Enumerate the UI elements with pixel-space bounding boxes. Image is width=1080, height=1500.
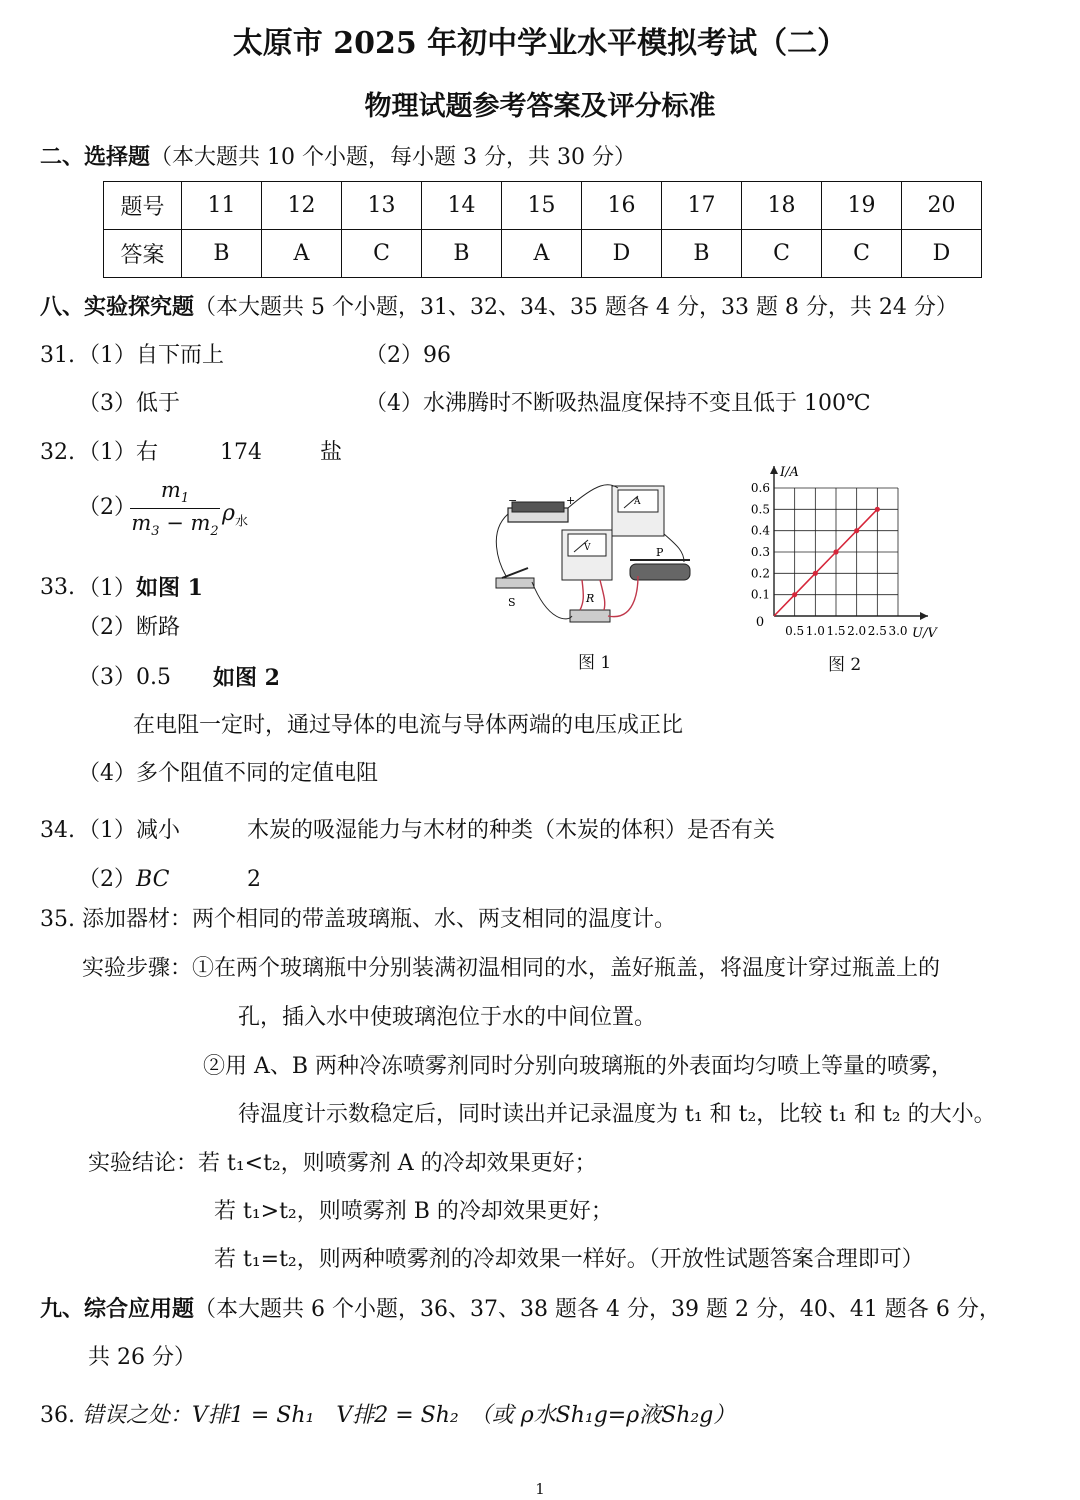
q36-number: 36.	[40, 1403, 75, 1428]
series-line	[774, 509, 877, 616]
formula-numerator: $m_1$	[130, 478, 220, 509]
q31-answer-3: （3）低于	[78, 391, 180, 416]
q33-answer-1: （1）如图 1	[78, 575, 203, 601]
svg-text:−: −	[508, 494, 518, 507]
data-point	[792, 592, 797, 597]
table-cell: 11	[182, 182, 262, 230]
formula-denominator: $m_3 - m_2$	[131, 511, 219, 540]
y-tick-label: 0.5	[750, 502, 770, 517]
section-2-note: （本大题共 10 个小题，每小题 3 分，共 30 分）	[150, 145, 636, 170]
table-cell: D	[902, 230, 982, 278]
x-axis-arrow	[920, 612, 928, 620]
y-tick-label: 0.6	[750, 481, 770, 495]
x-tick-label: 2.0	[847, 624, 867, 638]
svg-text:P: P	[656, 546, 664, 559]
q35-steps-1-cont: 孔，插入水中使玻璃泡位于水的中间位置。	[238, 1005, 657, 1030]
q36-answer: 错误之处：V排1 = Sh₁ V排2 = Sh₂ （或 ρ水Sh₁g=ρ液Sh₂g）	[82, 1403, 736, 1428]
q33-answer-2: （2）断路	[78, 615, 180, 640]
q32-answer-1c: 盐	[320, 440, 343, 465]
data-point	[813, 571, 818, 576]
switch-icon	[496, 568, 534, 609]
section-2-title: 二、选择题	[40, 144, 151, 170]
q31-answer-1: （1）自下而上	[78, 343, 224, 368]
q33-answer-3b: 如图 2	[213, 665, 280, 691]
q35-materials: 添加器材：两个相同的带盖玻璃瓶、水、两支相同的温度计。	[82, 907, 677, 932]
origin-label: 0	[755, 615, 765, 630]
table-cell: 18	[742, 182, 822, 230]
section-2-heading	[40, 143, 636, 172]
figure-2-caption: 图 2	[828, 655, 862, 675]
iu-graph	[742, 462, 942, 642]
density-formula	[130, 478, 220, 539]
figure-1-caption: 图 1	[578, 653, 612, 673]
answer-table	[103, 181, 982, 278]
section-9-note-cont: 共 26 分）	[88, 1345, 196, 1370]
table-cell: 20	[902, 182, 982, 230]
table-cell: 15	[502, 182, 582, 230]
ammeter-icon	[612, 486, 664, 536]
x-tick-label: 1.5	[826, 624, 846, 638]
q35-number: 35.	[40, 907, 75, 932]
section-9-note: （本大题共 6 个小题，36、37、38 题各 4 分，39 题 2 分，40、41 题各 6 分，	[194, 1297, 1001, 1322]
page-number: 1	[535, 1480, 545, 1498]
table-cell: A	[502, 230, 582, 278]
section-8-note: （本大题共 5 个小题，31、32、34、35 题各 4 分，33 题 8 分，共 24 分）	[194, 295, 958, 320]
section-9-heading	[40, 1295, 1001, 1324]
table-cell: 19	[822, 182, 902, 230]
table-row	[104, 230, 982, 278]
page-title: 太原市 2025 年初中学业水平模拟考试（二）	[232, 26, 848, 61]
q31-answer-2: （2）96	[365, 343, 451, 368]
section-9-title: 九、综合应用题	[40, 1296, 195, 1322]
q31-number: 31.	[40, 343, 75, 368]
section-8-heading	[40, 293, 958, 322]
data-point	[833, 549, 838, 554]
q34-answer-1: （1）减小	[78, 818, 180, 843]
page-subtitle: 物理试题参考答案及评分标准	[364, 91, 716, 122]
x-tick-label: 2.5	[867, 624, 887, 638]
voltmeter-icon	[562, 530, 612, 580]
table-cell: B	[662, 230, 742, 278]
q31-answer-4: （4）水沸腾时不断吸热温度保持不变且低于 100℃	[365, 391, 871, 416]
table-cell: C	[742, 230, 822, 278]
y-tick-label: 0.1	[750, 587, 770, 602]
table-cell: C	[342, 230, 422, 278]
svg-text:V: V	[584, 543, 591, 553]
x-tick-label: 0.5	[785, 624, 805, 638]
q33-number: 33.	[40, 575, 75, 600]
q34-answer-2c: 2	[247, 867, 261, 892]
q35-steps-2-cont: 待温度计示数稳定后，同时读出并记录温度为 t₁ 和 t₂，比较 t₁ 和 t₂ 的大小。	[238, 1102, 996, 1127]
q35-conclusion-3: 若 t₁=t₂，则两种喷雾剂的冷却效果一样好。（开放性试题答案合理即可）	[214, 1247, 924, 1272]
q33-answer-4: （4）多个阻值不同的定值电阻	[78, 761, 378, 786]
q32-answer-1: （1）右	[78, 440, 158, 465]
y-tick-label: 0.3	[750, 545, 770, 559]
data-point	[875, 507, 880, 512]
q35-steps-1: 实验步骤：①在两个玻璃瓶中分别装满初温相同的水，盖好瓶盖，将温度计穿过瓶盖上的	[82, 956, 941, 981]
row-label: 题号	[104, 182, 182, 230]
battery-icon	[508, 494, 575, 522]
x-tick-label: 3.0	[888, 624, 908, 638]
q32-number: 32.	[40, 440, 75, 465]
y-tick-label: 0.2	[750, 566, 770, 581]
table-cell: 16	[582, 182, 662, 230]
x-axis-label: U/V	[912, 626, 937, 641]
data-point	[854, 528, 859, 533]
section-8-title: 八、实验探究题	[40, 294, 195, 320]
y-tick-label: 0.4	[750, 523, 770, 538]
table-cell: 12	[262, 182, 342, 230]
table-cell: B	[422, 230, 502, 278]
y-axis-label: I/A	[780, 465, 799, 480]
q32-answer-2: （2）	[78, 495, 136, 520]
q34-number: 34.	[40, 818, 75, 843]
table-cell: A	[262, 230, 342, 278]
x-tick-label: 1.0	[805, 624, 825, 638]
density-symbol: $\rho_水$	[222, 501, 248, 530]
table-cell: 13	[342, 182, 422, 230]
q34-answer-2: （2）BC	[78, 867, 170, 892]
q35-conclusion-1: 实验结论：若 t₁<t₂，则喷雾剂 A 的冷却效果更好；	[88, 1151, 597, 1176]
q35-conclusion-2: 若 t₁>t₂，则喷雾剂 B 的冷却效果更好；	[214, 1199, 613, 1224]
y-axis-arrow	[770, 466, 778, 474]
q33-answer-3: （3）0.5	[78, 665, 171, 690]
svg-text:A: A	[634, 497, 641, 507]
table-cell: 14	[422, 182, 502, 230]
svg-text:R: R	[586, 592, 595, 605]
table-cell: C	[822, 230, 902, 278]
table-cell: B	[182, 230, 262, 278]
q35-steps-2: ②用 A、B 两种冷冻喷雾剂同时分别向玻璃瓶的外表面均匀喷上等量的喷雾，	[203, 1054, 954, 1079]
q32-answer-1b: 174	[220, 440, 262, 465]
svg-text:S: S	[508, 596, 516, 609]
table-row	[104, 182, 982, 230]
q34-answer-1b: 木炭的吸湿能力与木材的种类（木炭的体积）是否有关	[247, 818, 776, 843]
row-label: 答案	[104, 230, 182, 278]
table-cell: D	[582, 230, 662, 278]
q33-answer-3c: 在电阻一定时，通过导体的电流与导体两端的电压成正比	[133, 713, 684, 738]
table-cell: 17	[662, 182, 742, 230]
circuit-figure	[488, 472, 703, 637]
svg-text:+: +	[566, 494, 576, 507]
